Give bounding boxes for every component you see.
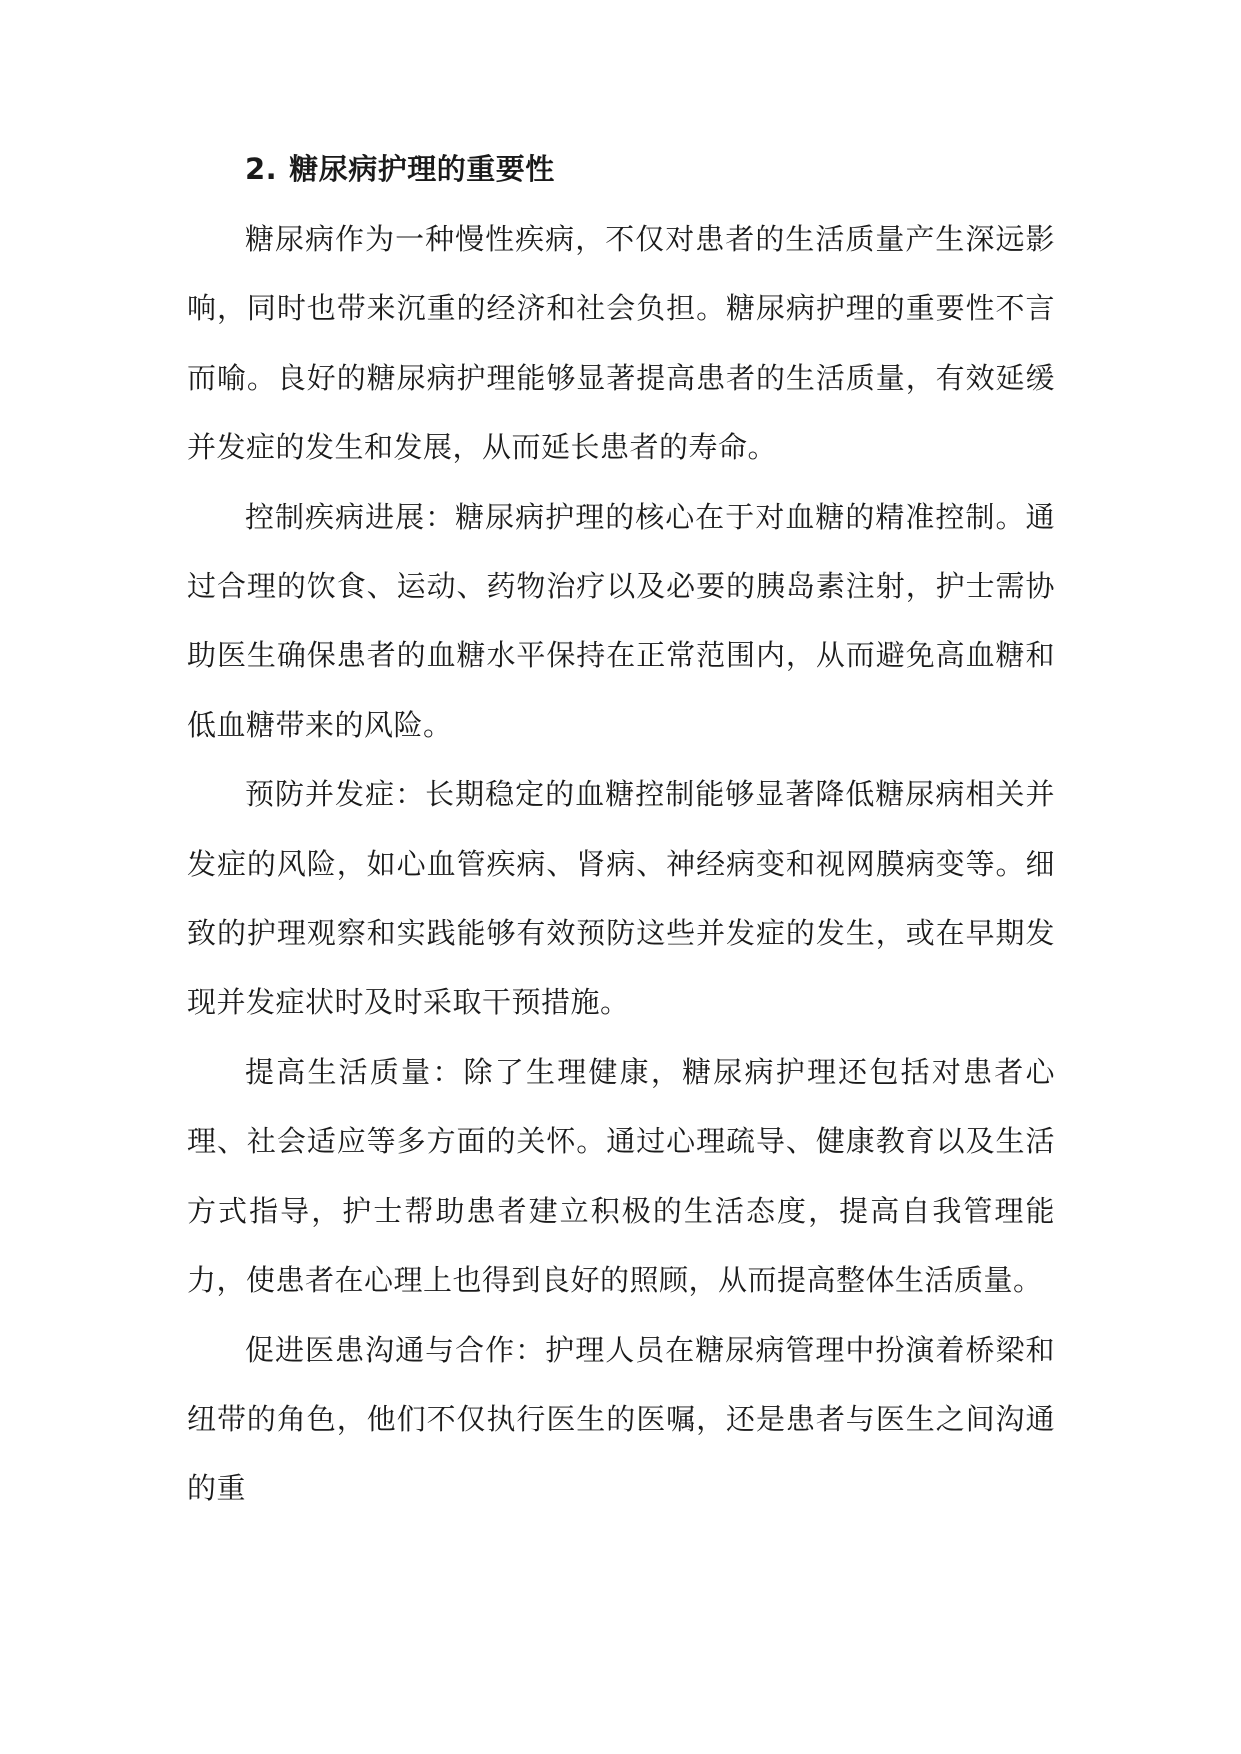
section-title: 糖尿病护理的重要性 (289, 152, 555, 186)
document-body (187, 140, 1055, 1524)
paragraph-intro: 糖尿病作为一种慢性疾病，不仅对患者的生活质量产生深远影响，同时也带来沉重的经济和社会负担。糖尿病护理的重要性不言而喻。良好的糖尿病护理能够显著提高患者的生活质量，有效延缓并发症的发生和发展，从而延长患者的寿命。 (187, 222, 1055, 465)
paragraph-disease-control: 控制疾病进展：糖尿病护理的核心在于对血糖的精准控制。通过合理的饮食、运动、药物治疗以及必要的胰岛素注射，护士需协助医生确保患者的血糖水平保持在正常范围内，从而避免高血糖和低血糖带来的风险。 (187, 499, 1055, 742)
paragraph-complication-prevention: 预防并发症：长期稳定的血糖控制能够显著降低糖尿病相关并发症的风险，如心血管疾病、肾病、神经病变和视网膜病变等。细致的护理观察和实践能够有效预防这些并发症的发生，或在早期发现并发症状时及时采取干预措施。 (187, 777, 1055, 1020)
section-heading (187, 140, 1055, 198)
paragraph-quality-of-life: 提高生活质量：除了生理健康，糖尿病护理还包括对患者心理、社会适应等多方面的关怀。通过心理疏导、健康教育以及生活方式指导，护士帮助患者建立积极的生活态度，提高自我管理能力，使患者在心理上也得到良好的照顾，从而提高整体生活质量。 (187, 1054, 1055, 1298)
paragraph-communication: 促进医患沟通与合作：护理人员在糖尿病管理中扮演着桥梁和纽带的角色，他们不仅执行医生的医嘱，还是患者与医生之间沟通的重 (187, 1332, 1055, 1506)
section-number: 2. (245, 152, 278, 186)
